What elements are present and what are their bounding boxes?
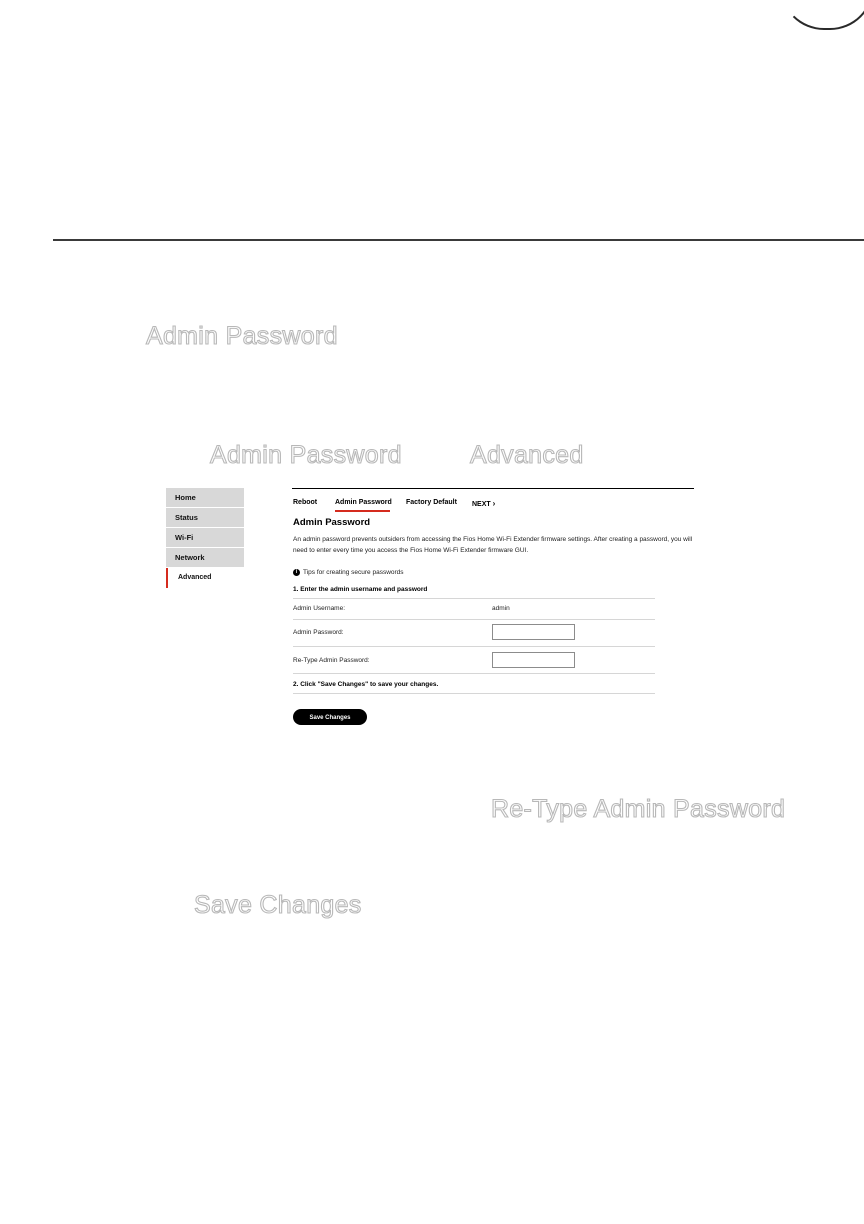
step2-field-heading: Re-Type Admin Password: [491, 795, 786, 823]
tab-reboot[interactable]: Reboot: [293, 499, 318, 506]
page-title: Admin Password: [293, 517, 371, 528]
row-divider: [293, 619, 655, 620]
tips-label: Tips for creating secure passwords: [303, 569, 404, 577]
page-description: An admin password prevents outsiders from accessing the Fios Home Wi-Fi Extender firmware settings. After creating a password, you will need to enter every time you access the Fios Home Wi-Fi Extender firmware GUI.: [293, 536, 693, 554]
tab-admin-password[interactable]: Admin Password: [335, 499, 392, 506]
retype-password-label: Re-Type Admin Password:: [293, 657, 370, 664]
step1-target-heading: Admin Password: [210, 441, 402, 469]
tips-link[interactable]: [293, 569, 404, 576]
sidebar-item-network[interactable]: Network: [166, 548, 244, 568]
row-divider: [293, 598, 655, 599]
row-divider: [293, 646, 655, 647]
save-changes-button[interactable]: Save Changes: [293, 709, 367, 725]
step1-menu-heading: Advanced: [470, 441, 584, 469]
retype-password-input[interactable]: [492, 652, 575, 668]
sidebar-nav: [166, 488, 244, 588]
admin-username-value: admin: [492, 605, 510, 612]
page-divider: [53, 239, 864, 241]
page-corner-decoration: [780, 0, 864, 30]
step1-label: 1. Enter the admin username and password: [293, 586, 428, 593]
sidebar-item-wifi[interactable]: Wi-Fi: [166, 528, 244, 548]
chevron-right-icon: ›: [492, 499, 496, 508]
sidebar-item-status[interactable]: Status: [166, 508, 244, 528]
sidebar-item-advanced[interactable]: Advanced: [166, 568, 244, 588]
sidebar-item-home[interactable]: Home: [166, 488, 244, 508]
tab-next-label: NEXT: [472, 501, 491, 508]
tab-next[interactable]: [472, 499, 495, 508]
admin-password-input[interactable]: [492, 624, 575, 640]
step2-label: 2. Click "Save Changes" to save your changes.: [293, 681, 439, 688]
tab-factory-default[interactable]: Factory Default: [406, 499, 457, 506]
info-icon: i: [293, 569, 300, 576]
admin-password-label: Admin Password:: [293, 629, 344, 636]
row-divider: [293, 673, 655, 674]
active-tab-indicator: [335, 510, 390, 512]
step3-button-heading: Save Changes: [194, 891, 362, 919]
row-divider: [293, 693, 655, 694]
tab-bar: [292, 488, 694, 515]
admin-username-label: Admin Username:: [293, 605, 346, 612]
section-heading: Admin Password: [146, 322, 338, 350]
